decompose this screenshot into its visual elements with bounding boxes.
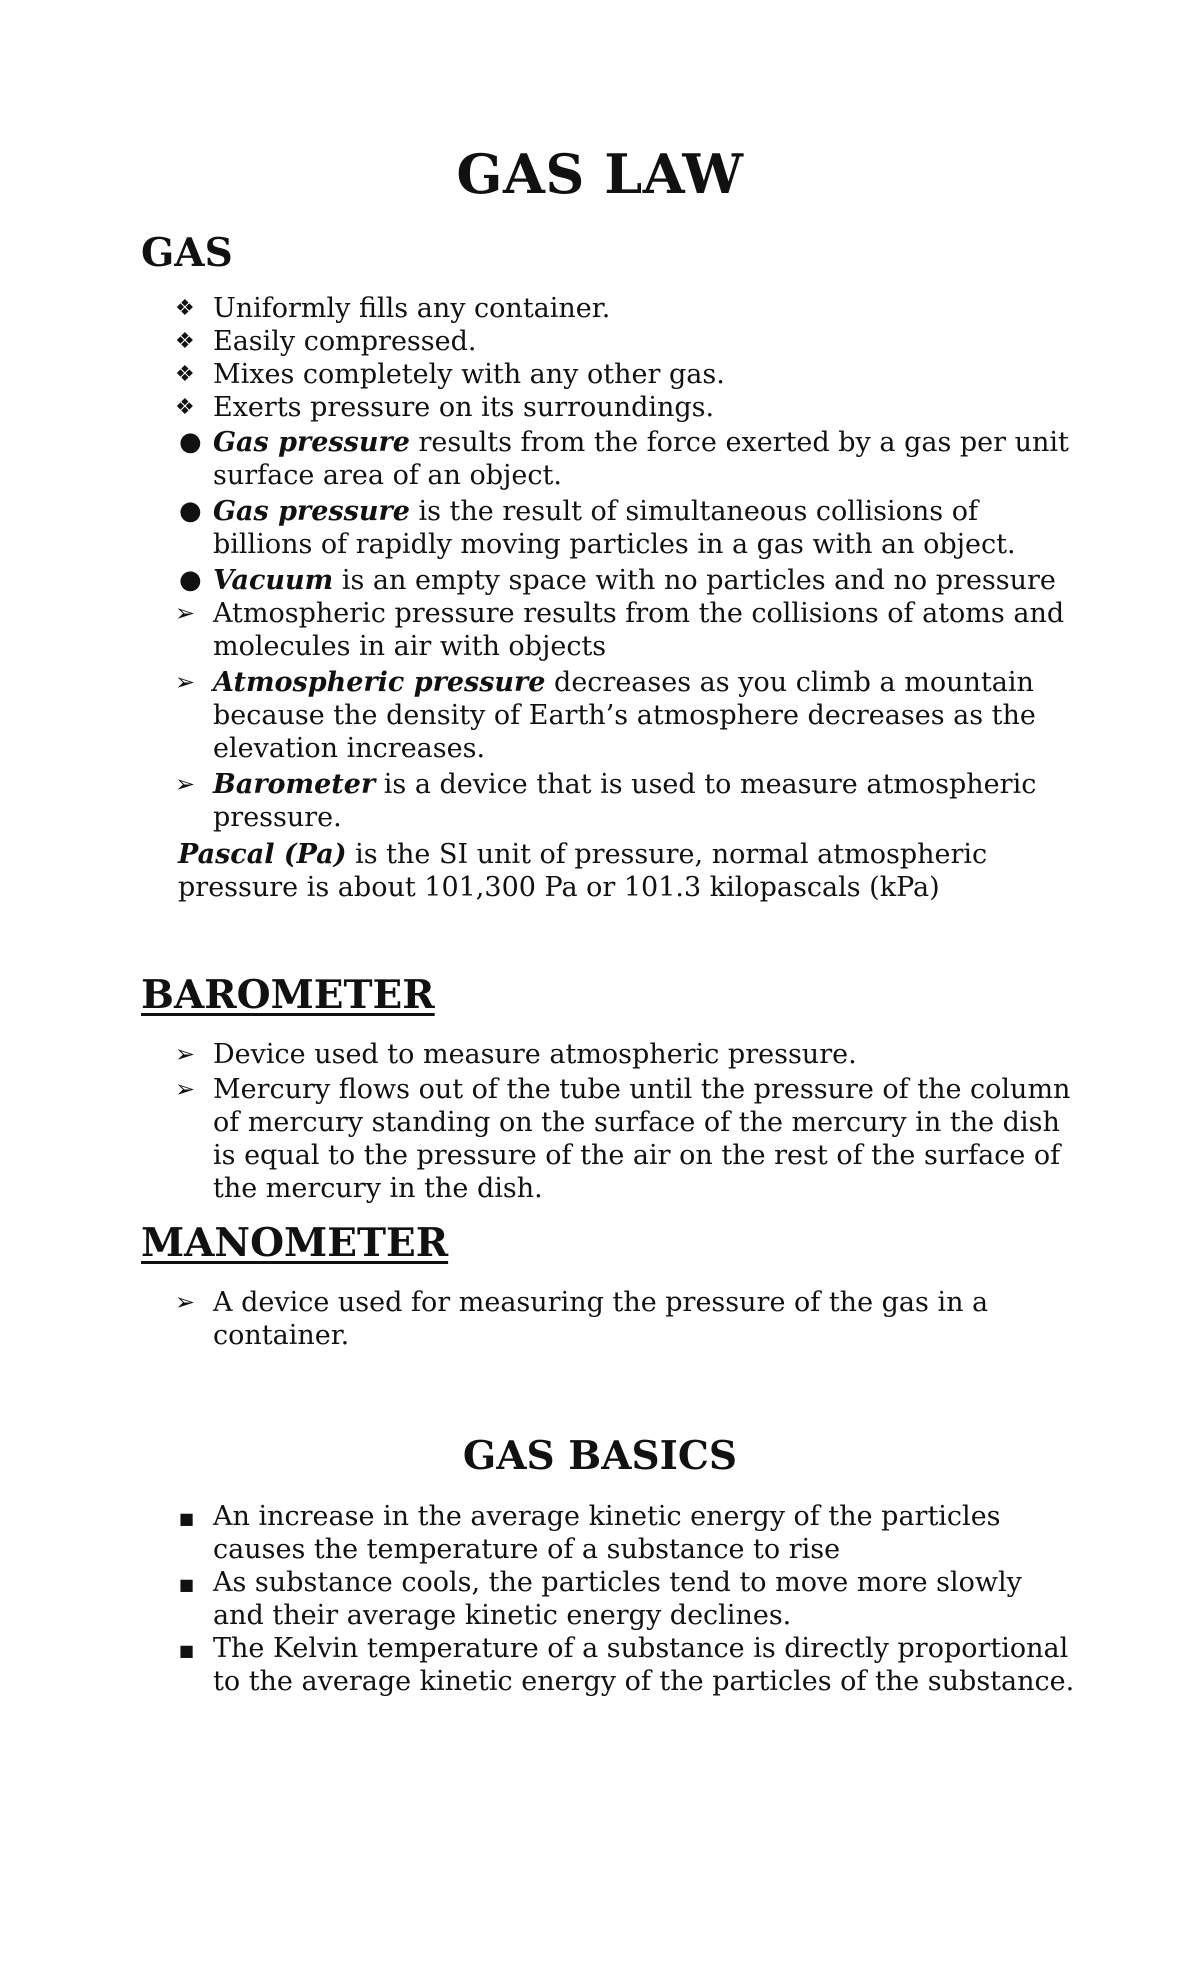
square-bullet-icon: ■ — [179, 1509, 195, 1528]
list-item: ■ The Kelvin temperature of a substance is directly proportional to the average kinetic energy of the particles of the substance. — [179, 1633, 1075, 1697]
arrow-bullet-icon: ➢ — [175, 1288, 196, 1316]
section-heading-gas: GAS — [141, 230, 233, 276]
disc-bullet-icon: ● — [179, 565, 202, 595]
list-item: ➢ Mercury flows out of the tube until the pressure of the column of mercury standing on the surface of the mercury in the dish is equal to the pressure of the air on the rest of the surface of the mercury in the dish. — [175, 1074, 1071, 1204]
arrow-bullet-icon: ➢ — [175, 668, 196, 696]
term: Pascal (Pa) — [178, 839, 347, 870]
list-item: ➢ Atmospheric pressure decreases as you climb a mountain because the density of Earth’s atmosphere decreases as the elevation increases. — [175, 667, 1036, 764]
list-item: ❖ Uniformly fills any container. — [175, 293, 611, 324]
disc-bullet-icon: ● — [179, 427, 202, 457]
term: Atmospheric pressure — [213, 667, 546, 698]
diamond-bullet-icon: ❖ — [175, 395, 195, 420]
list-item: ➢ Device used to measure atmospheric pressure. — [175, 1039, 857, 1070]
list-item: ❖ Mixes completely with any other gas. — [175, 359, 725, 390]
arrow-bullet-icon: ➢ — [175, 599, 196, 627]
list-item: ➢ Barometer is a device that is used to measure atmospheric pressure. — [175, 769, 1037, 833]
term: Gas pressure — [213, 496, 410, 527]
square-bullet-icon: ■ — [179, 1641, 195, 1660]
list-item: ➢ Atmospheric pressure results from the collisions of atoms and molecules in air with objects — [175, 598, 1065, 662]
term: Barometer — [213, 769, 376, 800]
section-heading-gas-basics: GAS BASICS — [462, 1433, 738, 1479]
disc-bullet-icon: ● — [179, 496, 202, 526]
diamond-bullet-icon: ❖ — [175, 329, 195, 354]
gas-list — [141, 292, 1081, 834]
list-item: ❖ Exerts pressure on its surroundings. — [175, 392, 715, 423]
section-heading-manometer: MANOMETER — [141, 1220, 449, 1266]
list-item: ● Gas pressure is the result of simultaneous collisions of billions of rapidly moving particles in a gas with an object. — [179, 496, 1016, 560]
term: Gas pressure — [213, 427, 410, 458]
pascal-paragraph: Pascal (Pa) is the SI unit of pressure, normal atmospheric pressure is about 101,300 Pa or 101.3 kilopascals (kPa) — [178, 839, 988, 903]
list-item: ● Vacuum is an empty space with no particles and no pressure — [179, 565, 1056, 596]
arrow-bullet-icon: ➢ — [175, 1040, 196, 1068]
section-heading-barometer: BAROMETER — [141, 972, 435, 1018]
list-item: ❖ Easily compressed. — [175, 326, 477, 357]
diamond-bullet-icon: ❖ — [175, 362, 195, 387]
barometer-list — [141, 1038, 1081, 1205]
arrow-bullet-icon: ➢ — [175, 1075, 196, 1103]
page-title: GAS LAW — [456, 142, 744, 206]
term: Vacuum — [213, 565, 334, 596]
gas-basics-list — [141, 1500, 1081, 1698]
list-item: ■ An increase in the average kinetic energy of the particles causes the temperature of a substance to rise — [179, 1501, 1001, 1565]
manometer-list — [141, 1286, 1081, 1352]
list-item: ➢ A device used for measuring the pressure of the gas in a container. — [175, 1287, 989, 1351]
list-item: ■ As substance cools, the particles tend to move more slowly and their average kinetic energy declines. — [179, 1567, 1022, 1631]
list-item: ● Gas pressure results from the force exerted by a gas per unit surface area of an object. — [179, 427, 1069, 491]
arrow-bullet-icon: ➢ — [175, 770, 196, 798]
square-bullet-icon: ■ — [179, 1575, 195, 1594]
diamond-bullet-icon: ❖ — [175, 296, 195, 321]
